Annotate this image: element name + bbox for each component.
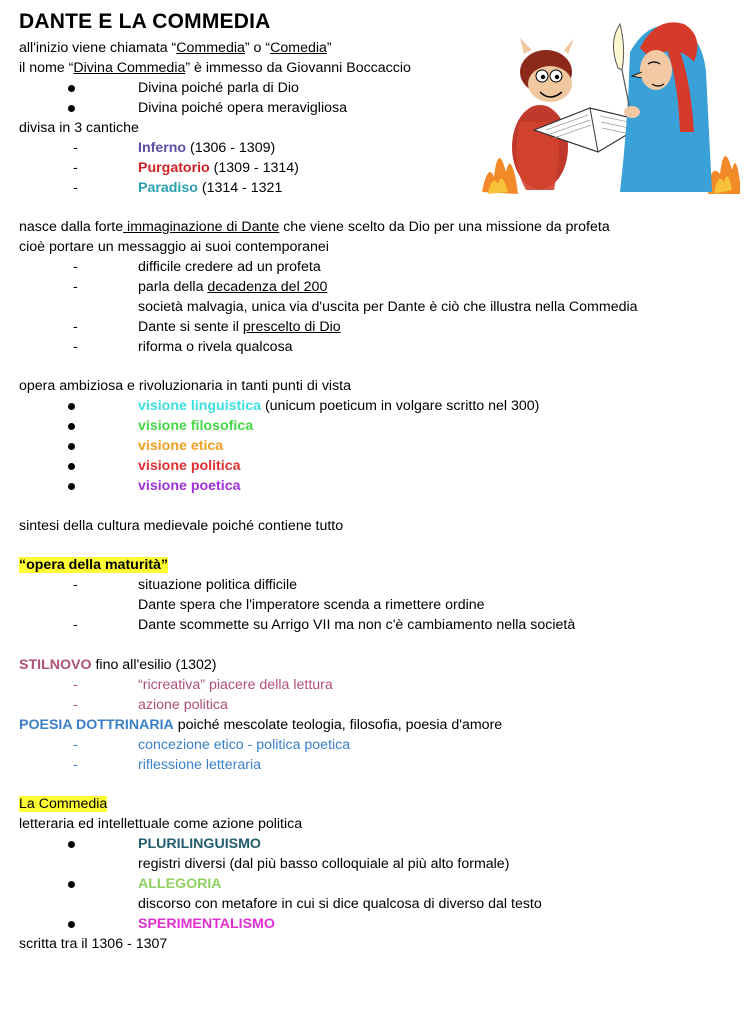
stilnovo-label: STILNOVO (19, 657, 92, 673)
dash-marker: - (73, 160, 78, 176)
imperatore-line: Dante spera che l'imperatore scenda a rimettere ordine (138, 597, 485, 613)
item-text: parla della (138, 279, 208, 295)
bullet-dot (68, 881, 75, 888)
comedia-term: Comedia (270, 40, 327, 56)
intro-text: il nome “ (19, 60, 74, 76)
visione-label: visione poetica (138, 478, 241, 494)
divina-commedia-term: Divina Commedia (73, 60, 186, 76)
dottrinaria-label: POESIA DOTTRINARIA (19, 717, 174, 733)
allegoria-label: ALLEGORIA (138, 876, 222, 892)
item-text: Dante si sente il (138, 319, 243, 335)
dash-marker: - (73, 577, 78, 593)
stilnovo-rest: fino all'esilio (1302) (91, 657, 217, 673)
plurilinguismo-label: PLURILINGUISMO (138, 836, 261, 852)
letteraria-line: letteraria ed intellettuale come azione politica (19, 816, 303, 832)
divisa-line: divisa in 3 cantiche (19, 120, 139, 136)
visione-linguistica (138, 396, 539, 416)
visione-politica (138, 456, 241, 476)
visione-etica (138, 436, 223, 456)
messaggio-line: cioè portare un messaggio ai suoi contemporanei (19, 239, 329, 255)
situazione-item: situazione politica difficile (138, 577, 298, 593)
dash-marker: - (73, 737, 78, 753)
metafore-line: discorso con metafore in cui si dice qualcosa di diverso dal testo (138, 896, 542, 912)
bullet-dot (68, 463, 75, 470)
profeta-item: difficile credere ad un profeta (138, 259, 321, 275)
dash-marker: - (73, 617, 78, 633)
maturita-highlight: “opera della maturità” (19, 557, 169, 573)
dash-marker: - (73, 180, 78, 196)
page-title: DANTE E LA COMMEDIA (19, 10, 271, 33)
cantica-years: (1309 - 1314) (209, 160, 299, 176)
stilnovo-line (19, 655, 216, 675)
intro-text: ” è immesso da Giovanni Boccaccio (185, 60, 411, 76)
dash-marker: - (73, 339, 78, 355)
visione-label: visione politica (138, 458, 241, 474)
maturita-label (19, 555, 168, 575)
opera-head: opera ambiziosa e rivoluzionaria in tanti punti di vista (19, 378, 352, 394)
intro-divina-line (19, 58, 411, 78)
divina-bullet-2: Divina poiché opera meravigliosa (138, 100, 347, 116)
bullet-dot (68, 921, 75, 928)
azione-politica-item: azione politica (138, 697, 228, 713)
bullet-dot (68, 483, 75, 490)
bullet-dot (68, 105, 75, 112)
visione-note: (unicum poeticum in volgare scritto nel 300) (261, 398, 540, 414)
dash-marker: - (73, 697, 78, 713)
decadenza-item (138, 277, 327, 297)
nasce-text: che viene scelto da Dio per una missione da profeta (279, 219, 610, 235)
ricreativa-item: “ricreativa” piacere della lettura (138, 677, 333, 693)
sperimentalismo-item (138, 914, 275, 934)
scritta-line: scritta tra il 1306 - 1307 (19, 936, 168, 952)
prescelto-item (138, 317, 341, 337)
nasce-line (19, 217, 610, 237)
bullet-dot (68, 85, 75, 92)
cantica-name: Purgatorio (138, 160, 210, 176)
decadenza-term: decadenza del 200 (207, 279, 328, 295)
cantica-years: (1314 - 1321 (197, 180, 283, 196)
prescelto-term: prescelto di Dio (242, 319, 341, 335)
allegoria-item (138, 874, 222, 894)
nasce-text: nasce dalla forte (19, 219, 124, 235)
visione-label: visione etica (138, 438, 224, 454)
dash-marker: - (73, 757, 78, 773)
visione-label: visione filosofica (138, 418, 254, 434)
societa-line: società malvagia, unica via d'uscita per Dante è ciò che illustra nella Commedia (138, 299, 638, 315)
dash-marker: - (73, 279, 78, 295)
sperimentalismo-label: SPERIMENTALISMO (138, 916, 275, 932)
intro-text: all'inizio viene chiamata “ (19, 40, 177, 56)
cantica-name: Inferno (138, 140, 187, 156)
dash-marker: - (73, 319, 78, 335)
bullet-dot (68, 423, 75, 430)
commedia-highlight: La Commedia (19, 796, 108, 812)
dottrinaria-line (19, 715, 502, 735)
concezione-item: concezione etico - politica poetica (138, 737, 351, 753)
cantica-paradiso (138, 178, 282, 198)
cantica-years: (1306 - 1309) (186, 140, 276, 156)
cantica-inferno (138, 138, 275, 158)
arrigo-item: Dante scommette su Arrigo VII ma non c'è cambiamento nella società (138, 617, 576, 633)
immaginazione-term: immaginazione di Dante (123, 219, 280, 235)
dash-marker: - (73, 677, 78, 693)
dante-cartoon-illustration (480, 12, 742, 197)
riflessione-item: riflessione letteraria (138, 757, 262, 773)
visione-label: visione linguistica (138, 398, 261, 414)
commedia-label (19, 794, 107, 814)
registri-line: registri diversi (dal più basso colloquiale al più alto formale) (138, 856, 510, 872)
intro-names-line (19, 38, 332, 58)
sintesi-line: sintesi della cultura medievale poiché contiene tutto (19, 518, 344, 534)
visione-poetica (138, 476, 241, 496)
intro-text: ” (326, 40, 332, 56)
dash-marker: - (73, 140, 78, 156)
bullet-dot (68, 443, 75, 450)
divina-bullet-1: Divina poiché parla di Dio (138, 80, 299, 96)
riforma-item: riforma o rivela qualcosa (138, 339, 293, 355)
bullet-dot (68, 841, 75, 848)
bullet-dot (68, 403, 75, 410)
dottrinaria-rest: poiché mescolate teologia, filosofia, poesia d'amore (173, 717, 503, 733)
dash-marker: - (73, 259, 78, 275)
cantica-name: Paradiso (138, 180, 198, 196)
commedia-term: Commedia (176, 40, 245, 56)
intro-text: ” o “ (244, 40, 271, 56)
plurilinguismo-item (138, 834, 261, 854)
visione-filosofica (138, 416, 253, 436)
cantica-purgatorio (138, 158, 299, 178)
